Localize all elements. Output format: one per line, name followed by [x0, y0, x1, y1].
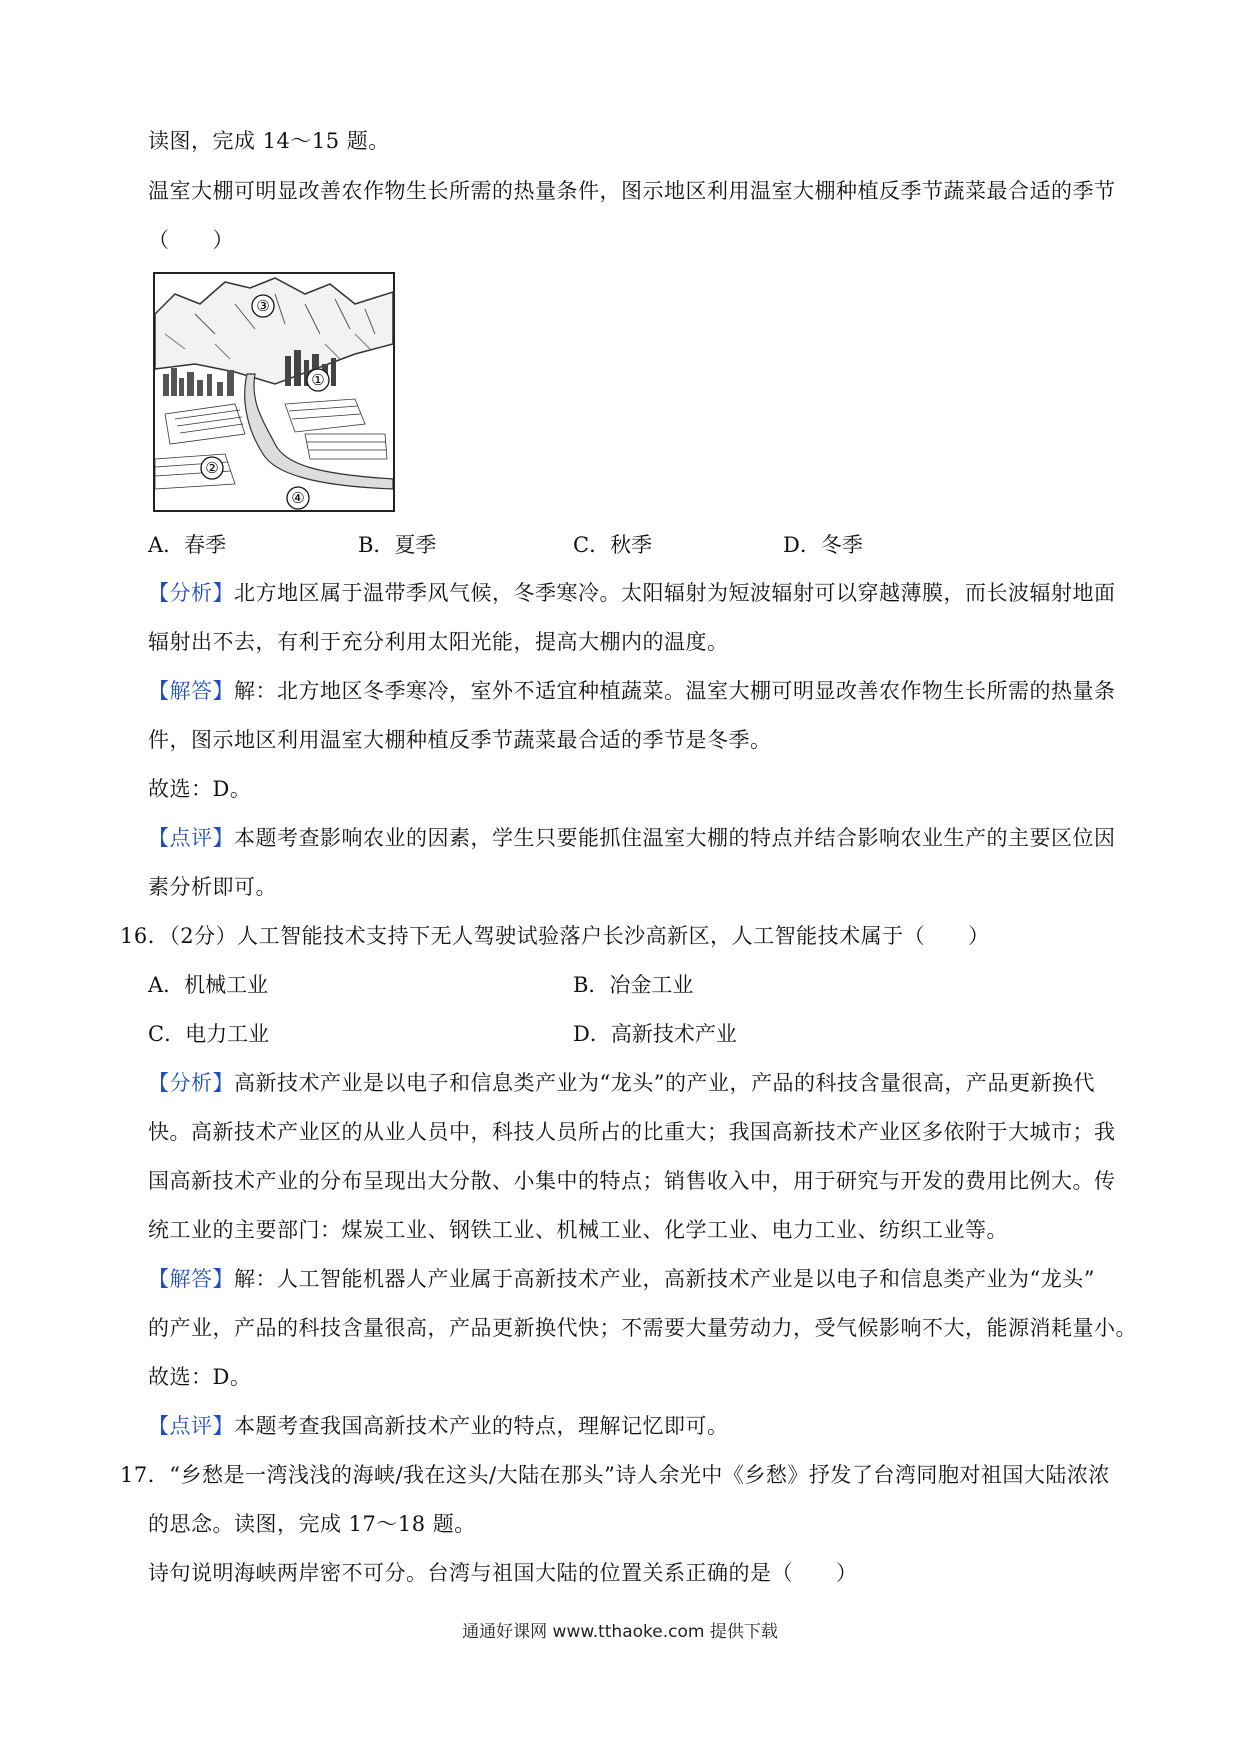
comment-tag: 【点评】	[148, 1414, 234, 1438]
q16-analysis-text: 高新技术产业是以电子和信息类产业为“龙头”的产业，产品的科技含量很高，产品更新换代	[234, 1071, 1095, 1095]
q16-analysis-line2: 快。高新技术产业区的从业人员中，科技人员所占的比重大；我国高新技术产业区多依附于大城市；我	[148, 1120, 1116, 1144]
q16-analysis	[148, 1068, 1095, 1098]
q14-analysis-text: 北方地区属于温带季风气候，冬季寒冷。太阳辐射为短波辐射可以穿越薄膜，而长波辐射地面	[234, 581, 1116, 605]
q14-option-d: D．冬季	[783, 533, 863, 557]
q14-comment-line2: 素分析即可。	[148, 875, 277, 899]
q17-stem-line2: 的思念。读图，完成 17～18 题。	[148, 1512, 476, 1536]
q17-stem: 17．“乡愁是一湾浅浅的海峡/我在这头/大陆在那头”诗人余光中《乡愁》抒发了台湾同胞对祖国大陆浓浓	[120, 1463, 1110, 1487]
q14-comment	[148, 823, 1116, 853]
figure-label-2: ②	[205, 459, 219, 477]
landscape-sketch-image	[155, 274, 393, 510]
q16-option-d: D．高新技术产业	[573, 1022, 737, 1046]
q14-stem-blank: （ ）	[148, 228, 234, 252]
answer-tag: 【解答】	[148, 679, 234, 703]
q16-stem: 16．（2分）人工智能技术支持下无人驾驶试验落户长沙高新区，人工智能技术属于（ ）	[120, 924, 990, 948]
q14-analysis	[148, 578, 1116, 608]
q14-option-b: B．夏季	[358, 533, 437, 557]
comment-tag: 【点评】	[148, 826, 234, 850]
q16-option-b: B．冶金工业	[573, 973, 694, 997]
q14-comment-text: 本题考查影响农业的因素，学生只要能抓住温室大棚的特点并结合影响农业生产的主要区位因	[234, 826, 1116, 850]
analysis-tag: 【分析】	[148, 1071, 234, 1095]
q17-sub-stem: 诗句说明海峡两岸密不可分。台湾与祖国大陆的位置关系正确的是（ ）	[148, 1561, 858, 1585]
q16-answer-text: 解：人工智能机器人产业属于高新技术产业，高新技术产业是以电子和信息类产业为“龙头”	[234, 1267, 1095, 1291]
landscape-sketch-figure	[153, 272, 395, 512]
figure-label-1: ①	[311, 371, 325, 389]
answer-tag: 【解答】	[148, 1267, 234, 1291]
analysis-tag: 【分析】	[148, 581, 234, 605]
q16-choice: 故选：D。	[148, 1365, 252, 1389]
figure-label-4: ④	[291, 489, 305, 507]
figure-label-3: ③	[256, 297, 270, 315]
q16-analysis-line3: 国高新技术产业的分布呈现出大分散、小集中的特点；销售收入中，用于研究与开发的费用比例大。传	[148, 1169, 1116, 1193]
q16-answer	[148, 1264, 1095, 1294]
q16-analysis-line4: 统工业的主要部门：煤炭工业、钢铁工业、机械工业、化学工业、电力工业、纺织工业等。	[148, 1218, 1008, 1242]
q14-answer	[148, 676, 1116, 706]
q16-option-c: C．电力工业	[148, 1022, 270, 1046]
q16-comment-text: 本题考查我国高新技术产业的特点，理解记忆即可。	[234, 1414, 729, 1438]
q16-comment	[148, 1411, 729, 1441]
q14-answer-line2: 件，图示地区利用温室大棚种植反季节蔬菜最合适的季节是冬季。	[148, 728, 772, 752]
q14-answer-text: 解：北方地区冬季寒冷，室外不适宜种植蔬菜。温室大棚可明显改善农作物生长所需的热量条	[234, 679, 1116, 703]
q14-intro: 读图，完成 14～15 题。	[148, 129, 390, 153]
page-footer: 通通好课网 www.tthaoke.com 提供下载	[462, 1622, 778, 1642]
q16-answer-line2: 的产业，产品的科技含量很高，产品更新换代快；不需要大量劳动力，受气候影响不大，能源消耗量小。	[148, 1316, 1137, 1340]
q14-analysis-line2: 辐射出不去，有利于充分利用太阳光能，提高大棚内的温度。	[148, 630, 729, 654]
q14-option-c: C．秋季	[573, 533, 653, 557]
q16-option-a: A．机械工业	[148, 973, 269, 997]
q14-choice: 故选：D。	[148, 777, 252, 801]
q14-option-a: A．春季	[148, 533, 227, 557]
q14-stem: 温室大棚可明显改善农作物生长所需的热量条件，图示地区利用温室大棚种植反季节蔬菜最合适的季节	[148, 179, 1116, 203]
